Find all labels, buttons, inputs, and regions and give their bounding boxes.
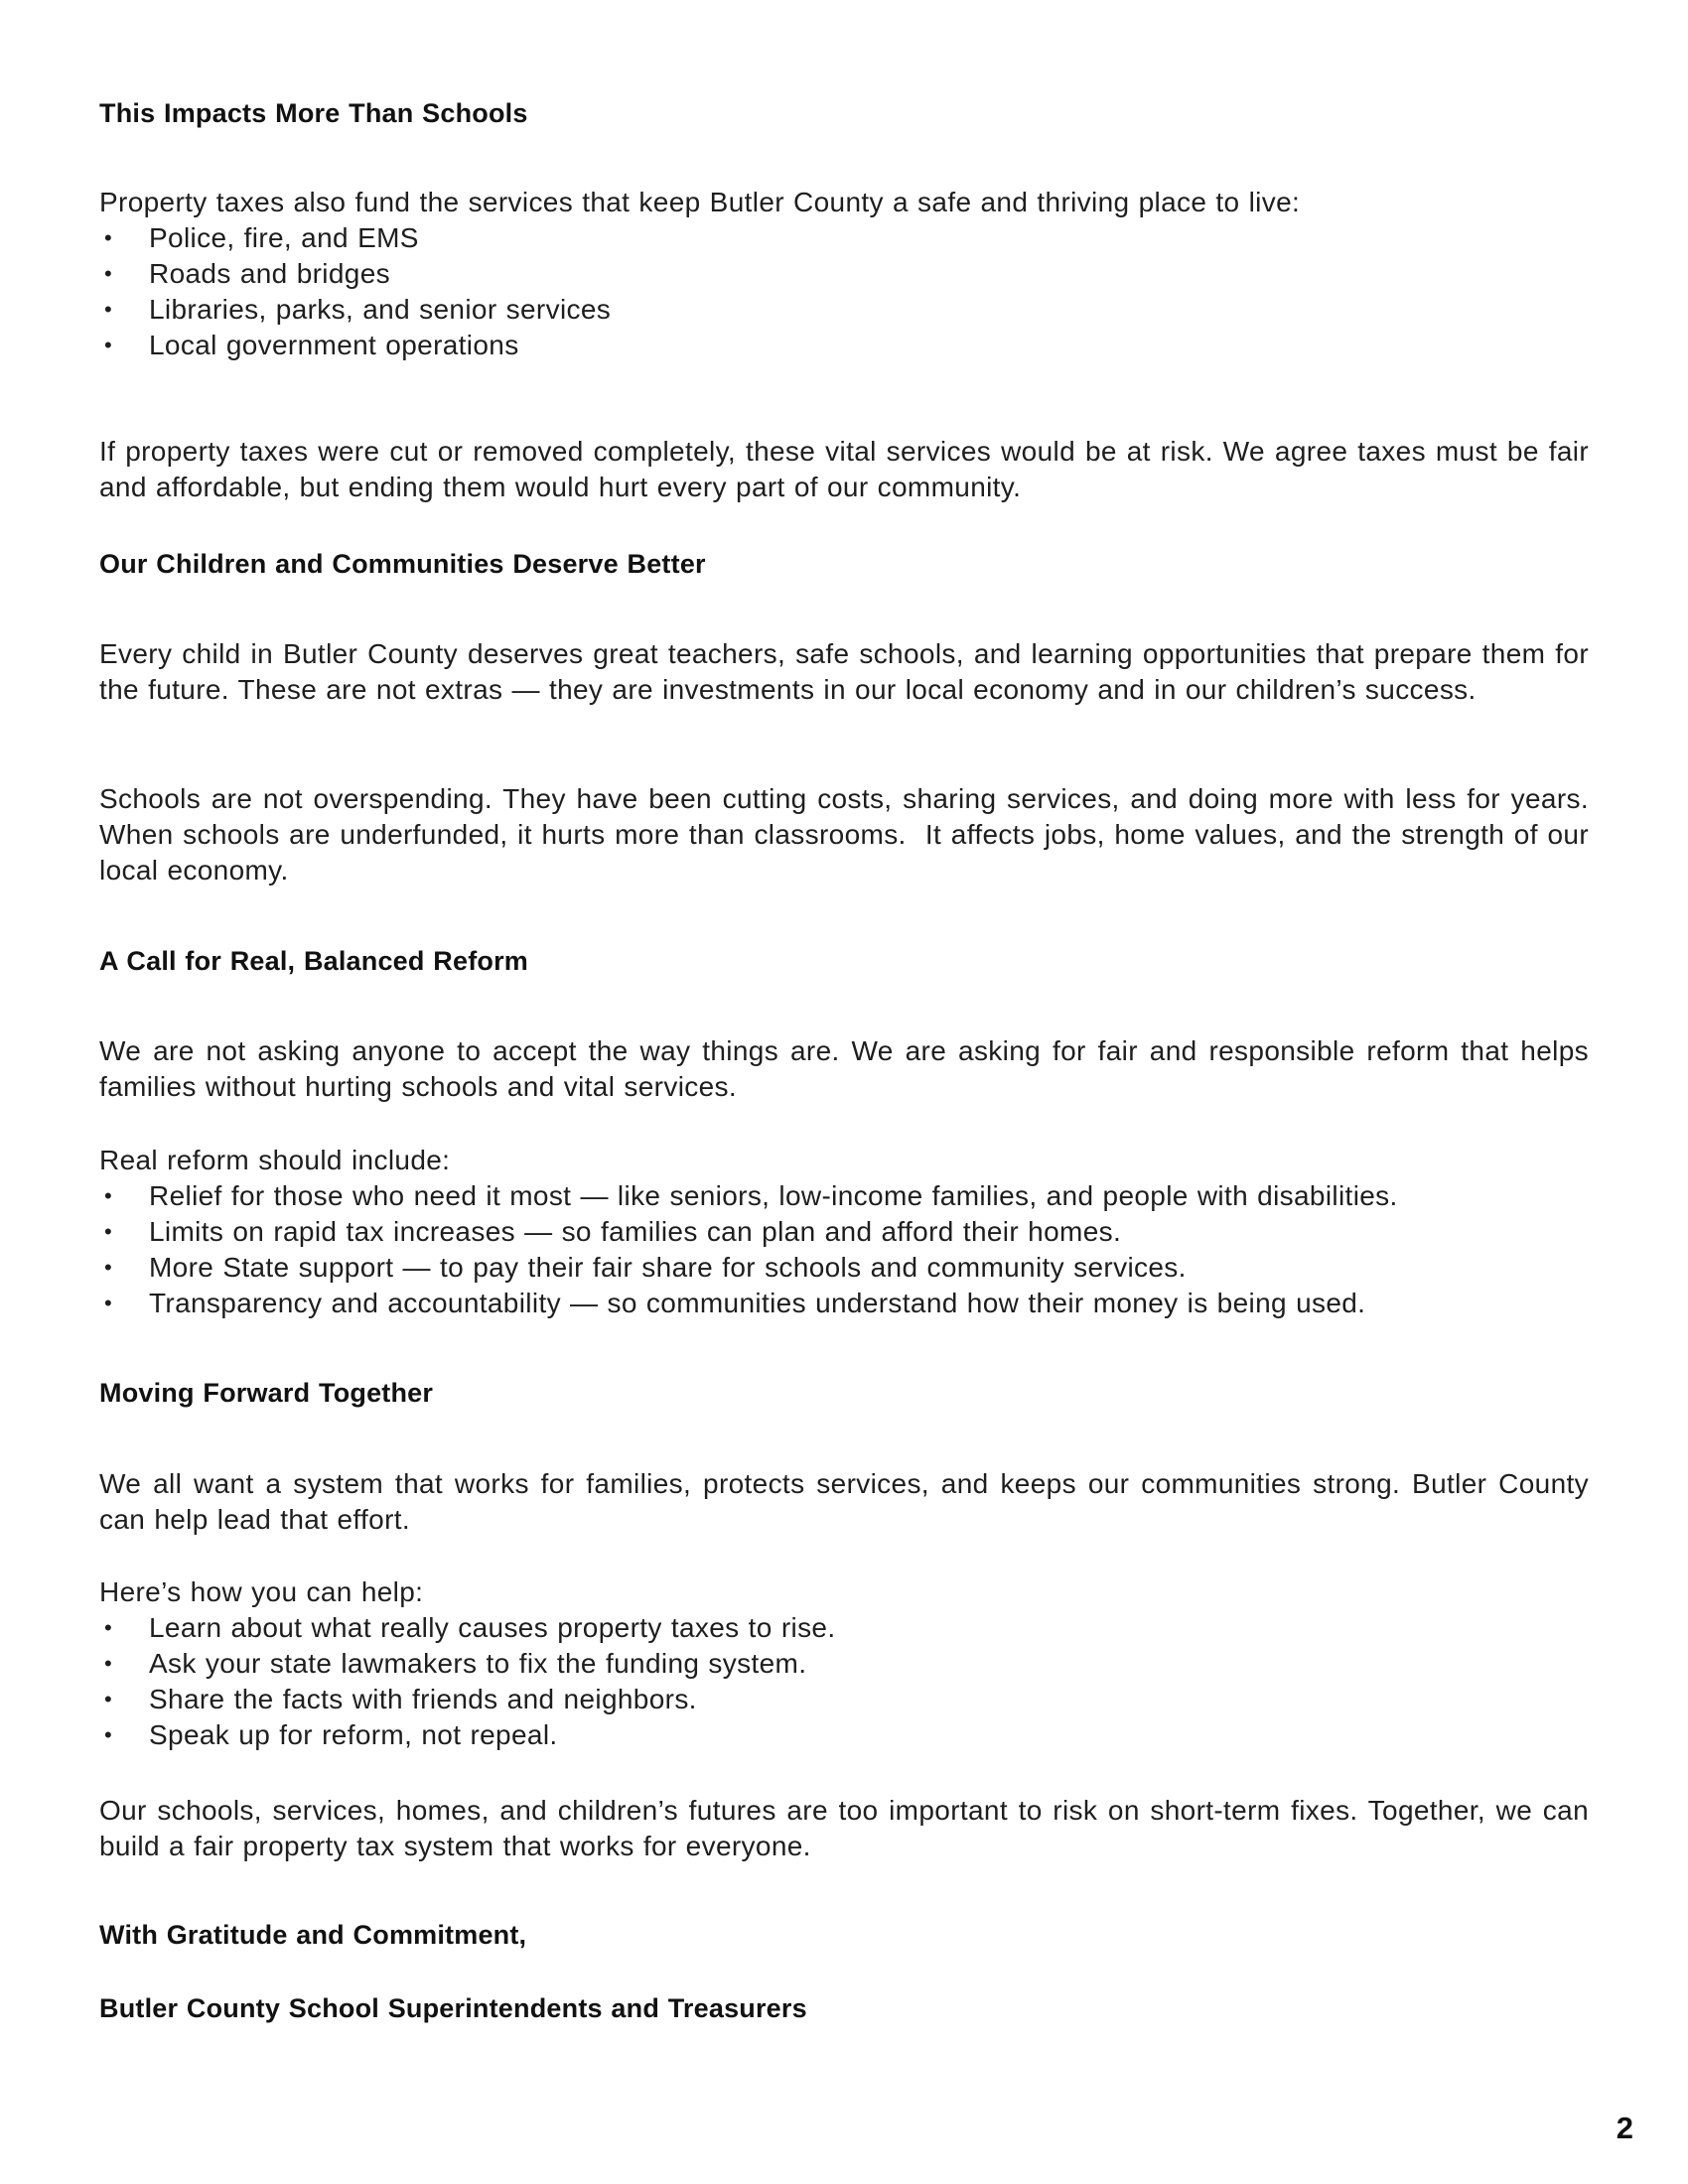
list-item xyxy=(99,256,1589,292)
reform-list-intro: Real reform should include: xyxy=(99,1145,451,1175)
section-heading-impacts: This Impacts More Than Schools xyxy=(99,98,528,128)
list-item xyxy=(99,1286,1589,1321)
page-number: 2 xyxy=(1616,2111,1633,2145)
signoff-signature: Butler County School Superintendents and Treasurers xyxy=(99,1993,807,2023)
list-item-text: Police, fire, and EMS xyxy=(149,222,419,253)
list-item xyxy=(99,1178,1589,1214)
bullet-icon: • xyxy=(103,297,113,322)
bullet-icon: • xyxy=(103,1687,113,1711)
list-item-text: More State support — to pay their fair share for schools and community services. xyxy=(149,1252,1187,1283)
list-item xyxy=(99,292,1589,328)
bullet-icon: • xyxy=(103,1255,113,1280)
bullet-icon: • xyxy=(103,1615,113,1640)
section-heading-moving-forward: Moving Forward Together xyxy=(99,1378,434,1408)
paragraph-services-risk: If property taxes were cut or removed completely, these vital services would be at risk. We agree taxes must be fair and affordable, but ending them would hurt every part of our community. xyxy=(99,436,1599,502)
help-list xyxy=(99,1610,1589,1753)
list-item xyxy=(99,328,1589,363)
paragraph-system-works: We all want a system that works for families, protects services, and keeps our communities strong. Butler County can help lead that effort. xyxy=(99,1468,1599,1535)
list-item-text: Learn about what really causes property taxes to rise. xyxy=(149,1612,836,1643)
list-item-text: Ask your state lawmakers to fix the funding system. xyxy=(149,1648,807,1679)
paragraph-fair-reform: We are not asking anyone to accept the way things are. We are asking for fair and responsible reform that helps families without hurting schools and vital services. xyxy=(99,1035,1599,1102)
paragraph-every-child: Every child in Butler County deserves great teachers, safe schools, and learning opportunities that prepare them for the future. These are not extras — they are investments in our local economy and in our children’s success. xyxy=(99,638,1599,705)
list-item xyxy=(99,220,1589,256)
list-item-text: Transparency and accountability — so communities understand how their money is being used. xyxy=(149,1288,1366,1318)
bullet-icon: • xyxy=(103,333,113,357)
reform-list xyxy=(99,1178,1589,1321)
list-item xyxy=(99,1717,1589,1753)
section-heading-reform: A Call for Real, Balanced Reform xyxy=(99,946,529,976)
services-list xyxy=(99,220,1589,363)
paragraph-closing: Our schools, services, homes, and children’s futures are too important to risk on short-term fixes. Together, we can build a fair property tax system that works for everyone. xyxy=(99,1795,1599,1861)
bullet-icon: • xyxy=(103,1722,113,1747)
list-item xyxy=(99,1610,1589,1646)
list-item-text: Speak up for reform, not repeal. xyxy=(149,1719,558,1750)
bullet-icon: • xyxy=(103,261,113,286)
paragraph-not-overspending: Schools are not overspending. They have been cutting costs, sharing services, and doing more with less for years. When schools are underfunded, it hurts more than classrooms. It affects jobs, home values, and the strength of our local economy. xyxy=(99,783,1599,886)
list-item-text: Limits on rapid tax increases — so families can plan and afford their homes. xyxy=(149,1216,1122,1247)
list-item-text: Local government operations xyxy=(149,330,519,360)
bullet-icon: • xyxy=(103,1219,113,1244)
list-item-text: Share the facts with friends and neighbors. xyxy=(149,1684,697,1714)
list-item xyxy=(99,1250,1589,1286)
bullet-icon: • xyxy=(103,1183,113,1208)
help-list-intro: Here’s how you can help: xyxy=(99,1576,424,1607)
list-item-text: Relief for those who need it most — like seniors, low-income families, and people with disabilities. xyxy=(149,1180,1398,1211)
bullet-icon: • xyxy=(103,225,113,250)
list-item-text: Libraries, parks, and senior services xyxy=(149,294,612,325)
bullet-icon: • xyxy=(103,1651,113,1676)
bullet-icon: • xyxy=(103,1291,113,1315)
signoff-salutation: With Gratitude and Commitment, xyxy=(99,1920,527,1950)
section-intro-impacts: Property taxes also fund the services that keep Butler County a safe and thriving place to live: xyxy=(99,187,1301,217)
list-item xyxy=(99,1682,1589,1717)
section-heading-children: Our Children and Communities Deserve Better xyxy=(99,549,706,579)
list-item-text: Roads and bridges xyxy=(149,258,390,289)
list-item xyxy=(99,1646,1589,1682)
list-item xyxy=(99,1214,1589,1250)
